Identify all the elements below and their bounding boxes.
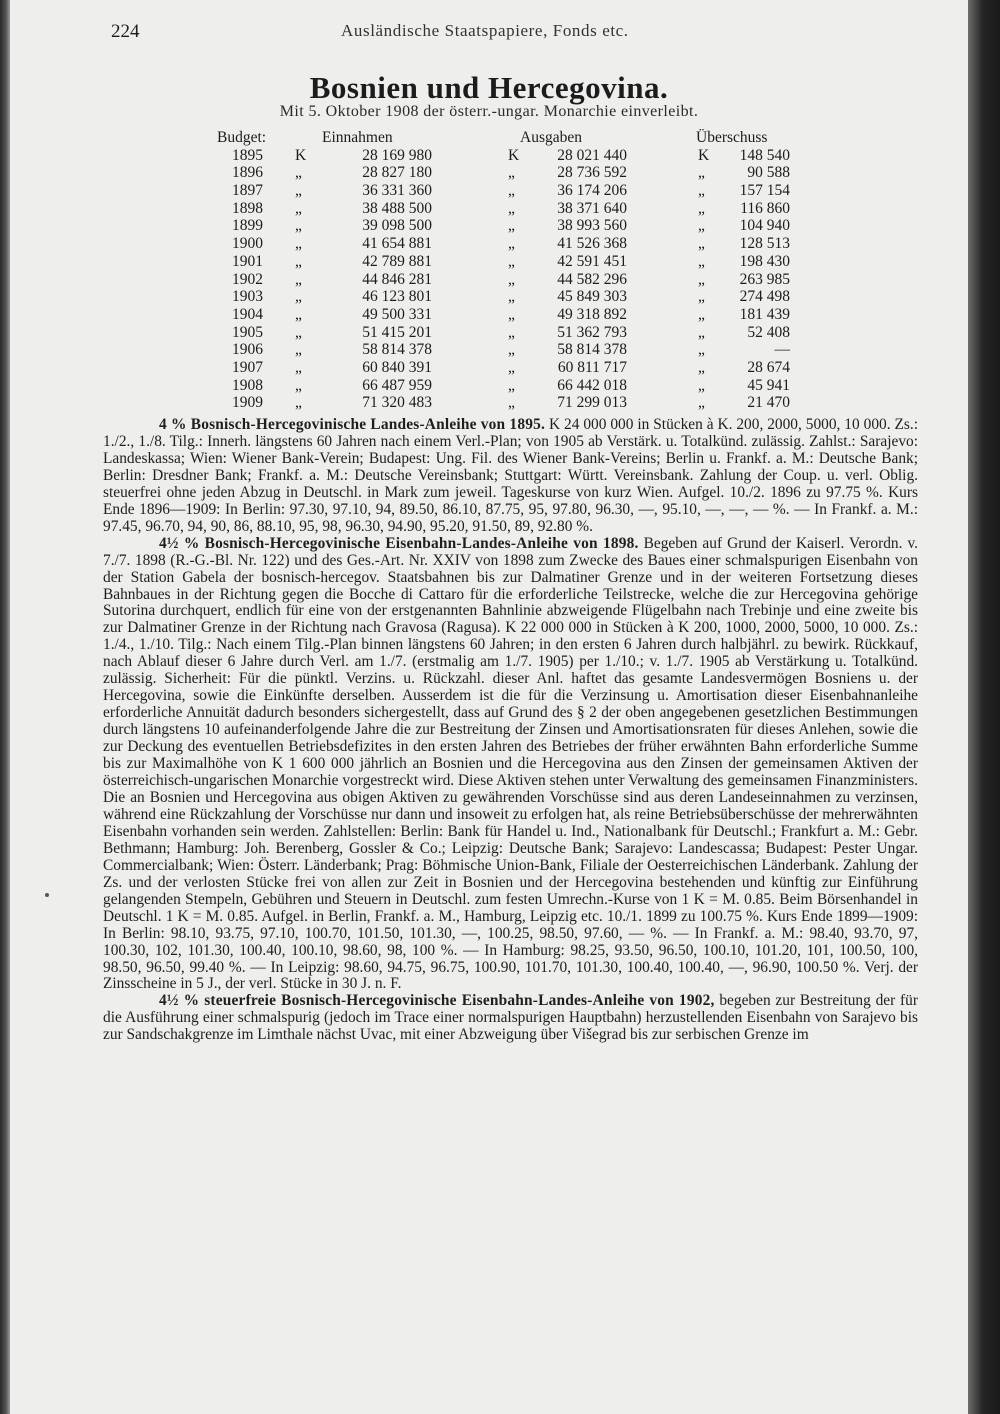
expenses-currency: „ — [508, 341, 515, 359]
income-currency: „ — [295, 164, 302, 182]
expenses-value: 71 299 013 — [557, 394, 627, 412]
surplus-value: 157 154 — [739, 182, 790, 200]
surplus-currency: „ — [698, 270, 705, 288]
budget-row — [10, 164, 968, 182]
income-currency: „ — [295, 394, 302, 412]
surplus-value: — — [774, 341, 790, 359]
expenses-value: 28 736 592 — [557, 164, 627, 182]
surplus-currency: „ — [698, 288, 705, 306]
surplus-currency: „ — [698, 182, 705, 200]
scan-left-edge — [0, 0, 10, 1414]
budget-row — [10, 200, 968, 218]
surplus-currency: „ — [698, 217, 705, 235]
expenses-currency: „ — [508, 252, 515, 270]
budget-row — [10, 271, 968, 289]
income-value: 42 789 881 — [362, 252, 432, 270]
income-value: 66 487 959 — [362, 376, 432, 394]
income-value: 51 415 201 — [362, 323, 432, 341]
surplus-value: 148 540 — [739, 146, 790, 164]
budget-year: 1898 — [232, 199, 263, 217]
income-value: 28 169 980 — [362, 146, 432, 164]
surplus-currency: „ — [698, 252, 705, 270]
budget-year: 1902 — [232, 270, 263, 288]
income-value: 39 098 500 — [362, 217, 432, 235]
expenses-currency: „ — [508, 270, 515, 288]
budget-row — [10, 235, 968, 253]
section-heading: 4 % Bosnisch-Hercegovinische Landes-Anleihe von 1895. — [159, 416, 546, 433]
expenses-currency: „ — [508, 199, 515, 217]
expenses-value: 58 814 378 — [557, 341, 627, 359]
income-currency: K — [295, 146, 307, 164]
section-1898-loan — [103, 536, 918, 994]
budget-row — [10, 182, 968, 200]
budget-row — [10, 394, 968, 412]
income-value: 58 814 378 — [362, 341, 432, 359]
income-currency: „ — [295, 270, 302, 288]
page-header — [10, 21, 968, 51]
budget-year: 1905 — [232, 323, 263, 341]
budget-row — [10, 288, 968, 306]
income-value: 60 840 391 — [362, 358, 432, 376]
surplus-value: 45 941 — [747, 376, 790, 394]
surplus-value: 198 430 — [739, 252, 790, 270]
income-value: 44 846 281 — [362, 270, 432, 288]
running-title: Ausländische Staatspapiere, Fonds etc. — [341, 21, 629, 40]
income-currency: „ — [295, 217, 302, 235]
surplus-currency: „ — [698, 305, 705, 323]
surplus-value: 274 498 — [739, 288, 790, 306]
budget-header-year: Budget: — [217, 129, 267, 146]
expenses-value: 60 811 717 — [557, 358, 627, 376]
expenses-currency: „ — [508, 182, 515, 200]
expenses-currency: „ — [508, 323, 515, 341]
income-currency: „ — [295, 358, 302, 376]
income-value: 41 654 881 — [362, 235, 432, 253]
budget-header-row — [10, 129, 968, 147]
expenses-currency: „ — [508, 394, 515, 412]
income-currency: „ — [295, 376, 302, 394]
budget-header-expenses: Ausgaben — [520, 129, 582, 146]
income-currency: „ — [295, 341, 302, 359]
expenses-currency: K — [508, 146, 520, 164]
income-value: 71 320 483 — [362, 394, 432, 412]
surplus-value: 28 674 — [747, 358, 790, 376]
page-number: 224 — [111, 21, 140, 42]
income-value: 38 488 500 — [362, 199, 432, 217]
income-value: 46 123 801 — [362, 288, 432, 306]
surplus-value: 128 513 — [739, 235, 790, 253]
income-currency: „ — [295, 323, 302, 341]
income-currency: „ — [295, 199, 302, 217]
section-1902-loan — [103, 993, 918, 1044]
expenses-currency: „ — [508, 164, 515, 182]
surplus-value: 21 470 — [747, 394, 790, 412]
budget-row — [10, 341, 968, 359]
expenses-value: 38 993 560 — [557, 217, 627, 235]
expenses-currency: „ — [508, 376, 515, 394]
budget-year: 1909 — [232, 394, 263, 412]
surplus-currency: „ — [698, 341, 705, 359]
scan-right-edge — [968, 0, 1000, 1414]
section-text: Begeben auf Grund der Kaiserl. Verordn. v. 7./7. 1898 (R.-G.-Bl. Nr. 122) und des Ges.-Art. Nr. XXIV von 1898 zum Zwecke des Baues einer schmalspurigen Eisenbahn von der Station Gabela der bosnisch-hercegov. Staatsbahnen bis zur Dalmatiner Grenze und in der weiteren Fortsetzung dieses Bahnbaues in der Richtung gegen die Bocche di Cattaro für die erforderliche Teilstrecke, welche die zur Hercegovina gehörige Sutorina durchquert, endlich für eine von der erstgenannten Bahnlinie abzweigende Flügelbahn nach Trebinje und eine zweite bis zur Dalmatiner Grenze in der Richtung nach Gravosa (Ragusa). K 22 000 000 in Stücken à K 200, 1000, 2000, 5000, 10 000. Zs.: 1./4., 1./10. Tilg.: Nach einem Tilg.-Plan binnen längstens 60 Jahren; in den ersten 6 Jahren durch halbjährl. zu bewirk. Rückkauf, nach Ablauf dieser 6 Jahre durch Verl. am 1./7. (erstmalig am 1./7. 1905) per 1./10.; v. 1./7. 1905 ab Verstärkung u. Totalkünd. zulässig. Sicherheit: Für die pünktl. Verzins. u. Rückzahl. dieser Anl. haftet das gesamte Landesvermögen Bosniens u. der Hercegovina, sowie die Einkünfte derselben. Ausserdem ist die für die Verzinsung u. Amortisation dieser Eisenbahnanleihe erforderliche Annuität dadurch besonders sichergestellt, dass auf Grund des § 2 der oben angegebenen gesetzlichen Bestimmungen durch längstens 10 aufeinanderfolgende Jahre die zur Bestreitung der Zinsen und Amortisationsraten für dieses Anlehen, sowie die zur Deckung des eventuellen Betriebsdefizites in den ersten Jahren des Betriebes der früher erwähnten Bahn erforderliche Summe bis zur Maximalhöhe von K 1 600 000 jährlich an Bosnien und die Hercegovina aus den Zinsen der gemeinsamen Aktiven der österreichisch-ungarischen Monarchie vorgestreckt wird. Diese Aktiven stehen unter Verwaltung des gemeinsamen Finanzministers. Die an Bosnien und Hercegovina aus obigen Aktiven zu gewährenden Vorschüsse sind aus deren Landeseinnahmen zu verzinsen, während eine Rückzahlung der Vorschüsse nur dann und insoweit zu erfolgen hat, als reine Betriebsüberschüsse der mehrerwähnten Eisenbahn vorhanden sein werden. Zahlstellen: Berlin: Bank für Handel u. Ind., Nationalbank für Deutschl.; Frankfurt a. M.: Gebr. Bethmann; Hamburg: Joh. Berenberg, Gossler & Co.; Leipzig: Deutsche Bank; Sarajevo: Landescassa; Budapest: Pester Ungar. Commercialbank; Wien: Österr. Länderbank; Prag: Böhmische Union-Bank, Filiale der Oesterreichischen Länderbank. Zahlung der Zs. und der verlosten Stücke frei von allen zur Zeit in Bosnien und der Hercegovina bestehenden und künftig zur Einführung gelangenden Stempeln, Gebühren und Steuern in Deutschl. zum festen Umrechn.-Kurse von 1 K = M. 0.85. Beim Börsenhandel in Deutschl. 1 K = M. 0.85. Aufgel. in Berlin, Frankf. a. M., Hamburg, Leipzig etc. 10./1. 1899 zu 100.75 %. Kurs Ende 1899—1909: In Berlin: 98.10, 93.75, 97.10, 100.70, 101.50, 101.30, —, 100.25, 98.50, 97.60, — %. — In Frankf. a. M.: 98.40, 93.70, 97, 100.30, 102, 101.30, 100.40, 100.10, 98.60, 98, 100 %. — In Hamburg: 98.25, 93.50, 96.50, 100.10, 101.20, 101, 100.50, 100, 98.50, 96.50, 99.40 %. — In Leipzig: 98.60, 94.75, 96.75, 100.90, 101.70, 101.30, 100.40, 100.40, —, 96.90, 100.50 %. Verj. der Zinsscheine in 5 J., der verl. Stücke in 30 J. n. F. — [103, 534, 918, 993]
income-value: 36 331 360 — [362, 182, 432, 200]
document-body — [103, 417, 918, 1044]
surplus-currency: „ — [698, 323, 705, 341]
expenses-value: 66 442 018 — [557, 376, 627, 394]
budget-header-surplus: Überschuss — [696, 129, 768, 146]
budget-row — [10, 359, 968, 377]
section-1895-loan — [103, 417, 918, 536]
income-currency: „ — [295, 288, 302, 306]
surplus-currency: K — [698, 146, 710, 164]
surplus-currency: „ — [698, 394, 705, 412]
surplus-value: 104 940 — [739, 217, 790, 235]
budget-year: 1900 — [232, 235, 263, 253]
surplus-currency: „ — [698, 376, 705, 394]
surplus-currency: „ — [698, 358, 705, 376]
budget-year: 1908 — [232, 376, 263, 394]
scan-speck — [45, 893, 49, 897]
budget-year: 1903 — [232, 288, 263, 306]
page-subtitle: Mit 5. Oktober 1908 der österr.-ungar. Monarchie einverleibt. — [279, 103, 699, 120]
budget-year: 1897 — [232, 182, 263, 200]
income-value: 28 827 180 — [362, 164, 432, 182]
document-page — [10, 0, 968, 1414]
expenses-currency: „ — [508, 288, 515, 306]
expenses-value: 45 849 303 — [557, 288, 627, 306]
surplus-currency: „ — [698, 164, 705, 182]
section-heading: 4½ % Bosnisch-Hercegovinische Eisenbahn-Landes-Anleihe von 1898. — [159, 534, 639, 552]
surplus-value: 52 408 — [747, 323, 790, 341]
expenses-currency: „ — [508, 358, 515, 376]
expenses-value: 49 318 892 — [557, 305, 627, 323]
expenses-currency: „ — [508, 217, 515, 235]
expenses-value: 44 582 296 — [557, 270, 627, 288]
budget-year: 1899 — [232, 217, 263, 235]
budget-row — [10, 147, 968, 165]
budget-row — [10, 324, 968, 342]
section-heading: 4½ % steuerfreie Bosnisch-Hercegovinische Eisenbahn-Landes-Anleihe von 1902, — [159, 992, 715, 1010]
expenses-value: 28 021 440 — [557, 146, 627, 164]
budget-year: 1895 — [232, 146, 263, 164]
budget-row — [10, 217, 968, 235]
expenses-value: 41 526 368 — [557, 235, 627, 253]
income-currency: „ — [295, 235, 302, 253]
budget-row — [10, 253, 968, 271]
budget-table — [10, 129, 968, 412]
expenses-value: 42 591 451 — [557, 252, 627, 270]
budget-row — [10, 306, 968, 324]
surplus-value: 116 860 — [740, 199, 790, 217]
budget-header-income: Einnahmen — [322, 129, 393, 146]
budget-year: 1904 — [232, 305, 263, 323]
surplus-value: 263 985 — [739, 270, 790, 288]
expenses-value: 51 362 793 — [557, 323, 627, 341]
expenses-value: 36 174 206 — [557, 182, 627, 200]
page-title: Bosnien und Hercegovina. — [309, 70, 669, 105]
income-value: 49 500 331 — [362, 305, 432, 323]
expenses-value: 38 371 640 — [557, 199, 627, 217]
expenses-currency: „ — [508, 305, 515, 323]
section-text: K 24 000 000 in Stücken à K. 200, 2000, 5000, 10 000. Zs.: 1./2., 1./8. Tilg.: Innerh. längstens 60 Jahren nach einem Verl.-Plan; von 1905 ab Verstärk. u. Totalkünd. zulässig. Zahlst.: Sarajevo: Landeskassa; Wien: Wiener Bank-Verein; Budapest: Ung. Fil. des Wiener Bank-Vereins; Berlin u. Frankf. a. M.: Deutsche Bank; Berlin: Dresdner Bank; Frankf. a. M.: Deutsche Vereinsbank; Stuttgart: Württ. Vereinsbank. Zahlung der Coup. u. verl. Oblig. steuerfrei ohne jeden Abzug in Deutschl. in Mark zum jeweil. Tageskurse von kurz Wien. Aufgel. 10./2. 1896 zu 97.75 %. Kurs Ende 1896—1909: In Berlin: 97.30, 97.10, 94, 89.50, 86.10, 87.75, 95, 97.80, 96.30, —, 95.10, —, —, — %. — In Frankf. a. M.: 97.45, 96.70, 94, 90, 86, 88.10, 95, 98, 96.30, 94.90, 95.20, 91.50, 89, 92.80 %. — [103, 416, 918, 535]
surplus-currency: „ — [698, 235, 705, 253]
surplus-currency: „ — [698, 199, 705, 217]
budget-year: 1907 — [232, 358, 263, 376]
income-currency: „ — [295, 252, 302, 270]
budget-year: 1901 — [232, 252, 263, 270]
surplus-value: 181 439 — [739, 305, 790, 323]
income-currency: „ — [295, 182, 302, 200]
budget-year: 1906 — [232, 341, 263, 359]
section-text: begeben zur Bestreitung der für die Ausführung einer schmalspurig (jedoch im Trace einer normalspurigen Hauptbahn) herzustellenden Eisenbahn von Sarajevo bis zur Sandschakgrenze im Limthale nächst Uvac, mit einer Abzweigung über Višegrad bis zur serbischen Grenze im — [103, 992, 919, 1044]
budget-row — [10, 377, 968, 395]
budget-year: 1896 — [232, 164, 263, 182]
income-currency: „ — [295, 305, 302, 323]
expenses-currency: „ — [508, 235, 515, 253]
surplus-value: 90 588 — [747, 164, 790, 182]
